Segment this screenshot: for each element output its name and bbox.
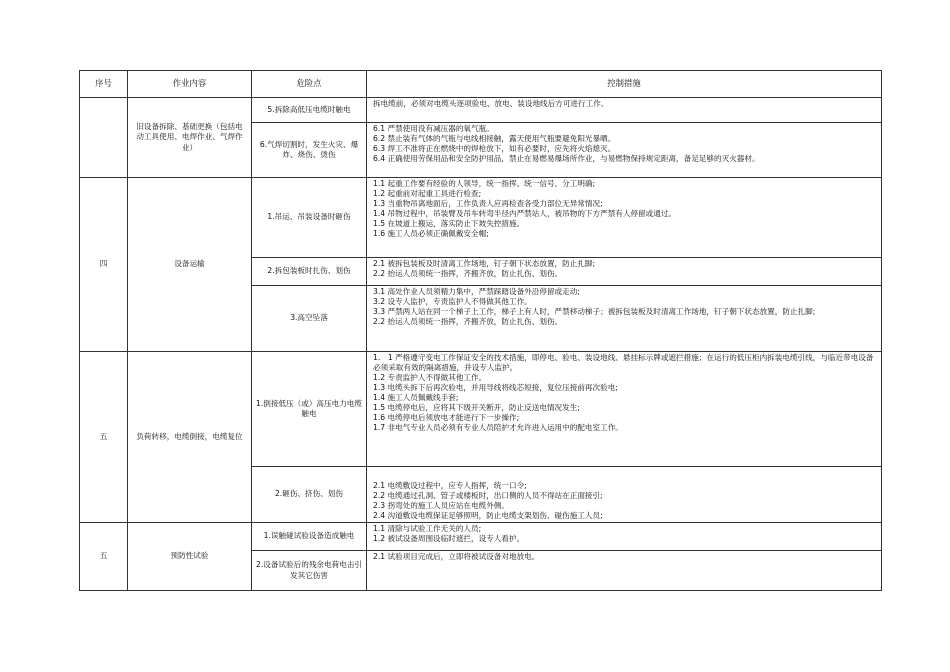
measure-line: 2.3 拐弯处的施工人员应站在电缆外侧。 xyxy=(373,500,509,510)
measure-line: 6.4 正确使用劳保用品和安全防护用品，禁止在易燃易爆场所作业，与易燃物保持规定距离，备足足够的灭火器材。 xyxy=(373,154,760,164)
table-row xyxy=(80,523,882,551)
measure-line: 1.4 施工人员佩戴线手套; xyxy=(373,393,459,403)
section-content: 负荷转移，电缆倒接，电缆复位 xyxy=(128,352,252,523)
measure-line: 2.1 电缆敷设过程中，应专人指挥，统一口令; xyxy=(373,480,527,490)
table-row xyxy=(80,98,882,123)
measure-line: 2.2 电缆通过孔洞、管子或楼板时，出口侧的人员不得站在正面接引; xyxy=(373,490,603,500)
hazard-name: 2.砸伤、挤伤、划伤 xyxy=(252,467,367,523)
measure-line: 1. 1 严格遵守变电工作保证安全的技术措施，即停电、验电、装设地线、悬挂标示牌或遮拦措施；在运行的低压柜内拆装电缆引线，与临近带电设备必须采取有效的隔离措施，并设专人监护。 xyxy=(373,353,874,373)
measure-line: 1.1 起重工作要有经验的人领导，统一指挥、统一信号、分工明确; xyxy=(373,179,596,188)
header-no: 序号 xyxy=(80,71,128,98)
measure-line: 3.1 高处作业人员须精力集中，严禁踩踏设备外沿停留或走动; xyxy=(373,287,580,296)
measure-line: 6.2 禁止装有气体的气瓶与电线相接触，露天使用气瓶要避免阳光暴晒。 xyxy=(373,134,616,144)
measure-line: 3.3 严禁两人站在同一个梯子上工作，梯子上有人时，严禁移动梯子；被拆包装板及时清离工作场地，钉子朝下状态放置，防止扎脚; xyxy=(373,307,816,317)
section-content: 设备运输 xyxy=(128,178,252,352)
measure-line: 2.2 抬运人员须统一指挥，齐搬齐放，防止扎伤、划伤。 xyxy=(373,317,563,327)
hazard-name: 1.误触碰试验设备造成触电 xyxy=(252,523,367,551)
header-row xyxy=(80,71,882,98)
section-no: 五 xyxy=(80,523,128,591)
measure-line: 1.2 起重前对起重工具进行检查; xyxy=(373,189,482,199)
section-content: 旧设备拆除、基础更换（包括电动工具使用、电焊作业、气焊作业） xyxy=(128,98,252,178)
measure-line: 1.5 电缆停电后，应将其下级开关断开，防止反送电情况发生; xyxy=(373,403,580,413)
section-content: 预防性试验 xyxy=(128,523,252,591)
measure-line: 6.3 焊工不准将正在燃烧中的焊枪放下，如有必要时，应先将火焰熄灭。 xyxy=(373,144,616,154)
header-measures: 控制措施 xyxy=(367,71,882,98)
header-hazard: 危险点 xyxy=(252,71,367,98)
measure-line: 1.6 施工人员必须正确佩戴安全帽; xyxy=(373,229,489,239)
measure-line: 2.2 抬运人员须统一指挥，齐搬齐放，防止扎伤、划伤。 xyxy=(373,269,563,279)
hazard-name: 5.拆除高低压电缆时触电 xyxy=(252,98,367,123)
measure-line: 拆电缆前，必须对电缆头逐项验电、放电、装设地线后方可进行工作。 xyxy=(373,99,609,108)
measure-line: 1.4 吊物过程中，吊装臂及吊车转弯半径内严禁站人，被吊物的下方严禁有人停留或通过。 xyxy=(373,209,677,219)
section-no: 五 xyxy=(80,352,128,523)
measure-line: 1.3 电缆头拆下后再次验电，并用导线将线芯短接，复位压接前再次验电; xyxy=(373,383,618,393)
measure-line: 1.6 电缆停电后须放电才能进行下一步操作; xyxy=(373,413,520,423)
hazard-name: 1.倒接低压（或）高压电力电缆触电 xyxy=(252,352,367,467)
hazard-name: 1.吊运、吊装设备时砸伤 xyxy=(252,178,367,258)
hazard-name: 2.拆包装板时扎伤、划伤 xyxy=(252,258,367,286)
table-row xyxy=(80,178,882,258)
measure-line: 2.1 被拆包装板及时清离工作场地，钉子朝下状态放置，防止扎脚; xyxy=(373,259,596,268)
measure-line: 2.4 沟道敷设电缆保证足够照明，防止电缆支架划伤、碰伤施工人员; xyxy=(373,510,603,520)
hazard-name: 2.设备试验后的残余电荷电击引发其它伤害 xyxy=(252,551,367,591)
measure-line: 2.1 试验项目完成后，立即将被试设备对地放电。 xyxy=(373,552,540,561)
hazard-name: 3.高空坠落 xyxy=(252,286,367,352)
section-no xyxy=(80,98,128,178)
measure-line: 1.3 当重物吊离地面后，工作负责人应再检查各受力部位无异常情况; xyxy=(373,199,603,209)
measure-line: 1.5 在坡道上搬运，落实防止下坡失控措施。 xyxy=(373,219,525,229)
measure-line: 1.2 专责监护人不得做其他工作。 xyxy=(373,373,487,383)
measure-line: 1.1 清除与试验工作无关的人员; xyxy=(373,524,482,533)
header-content: 作业内容 xyxy=(128,71,252,98)
hazard-control-table xyxy=(79,70,882,591)
section-no: 四 xyxy=(80,178,128,352)
measure-line: 3.2 设专人监护，专责监护人不得做其他工作。 xyxy=(373,297,532,307)
hazard-name: 6.气焊切割时，发生火灾、爆炸、烧伤、烫伤 xyxy=(252,123,367,178)
measure-line: 6.1 严禁使用没有减压器的氧气瓶。 xyxy=(373,124,494,133)
table-row xyxy=(80,352,882,467)
measure-line: 1.2 被试设备周围设临时遮拦，设专人看护。 xyxy=(373,534,525,544)
measure-line: 1.7 非电气专业人员必须有专业人员陪护才允许进入运用中的配电室工作。 xyxy=(373,423,623,433)
